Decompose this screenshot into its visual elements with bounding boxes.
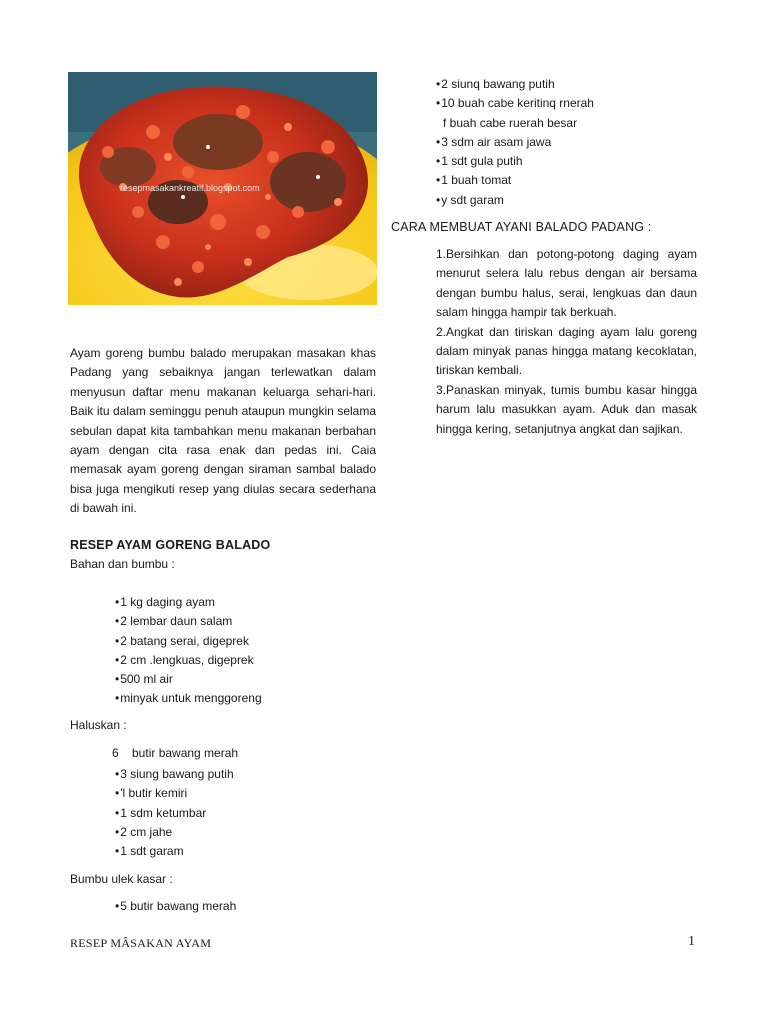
- list-item: •2 batang serai, digeprek: [115, 633, 249, 648]
- bahan-label: Bahan dan bumbu :: [70, 557, 175, 571]
- page-number: 1: [688, 934, 695, 949]
- photo-watermark: resepmasakankreatif.blogspot.com: [120, 183, 260, 193]
- method-step: 1.Bersihkan dan potong-potong daging ayam menurut selera lalu rebus dengan air bersama dengan bumbu halus, serai, lengkuas dan daun salam hingga hampir tak berkuah.: [436, 247, 697, 320]
- haluskan-list: [115, 765, 234, 861]
- list-item: •y sdt garam: [436, 192, 504, 207]
- list-item: •3 sdm air asam jawa: [436, 134, 552, 149]
- list-item: •2 lembar daun salam: [115, 614, 233, 629]
- method-title: CARA MEMBUAT AYANI BALADO PADANG :: [391, 220, 652, 234]
- list-item: •1 sdt garam: [115, 844, 184, 859]
- list-item: •1 sdm ketumbar: [115, 805, 207, 820]
- intro-paragraph: Ayam goreng bumbu balado merupakan masakan khas Padang yang sebaiknya jangan terlewatkan dalam menyusun daftar menu makanan keluarga sehari-hari. Baik itu dalam seminggu penuh ataupun mungkin selama sebulan dapat kita tambahkan menu makanan berbahan ayam dengan cita rasa enak dan pedas ini. Caia memasak ayam goreng dengan siraman sambal balado bisa juga mengikuti resep yang diulas secara sederhana di bawah ini.: [70, 346, 376, 516]
- list-item: •minyak untuk menggoreng: [115, 691, 262, 706]
- ulek-list-continued: [436, 75, 594, 210]
- method-steps: [436, 245, 697, 439]
- recipe-title: RESEP AYAM GORENG BALADO: [70, 538, 271, 552]
- haluskan-first-item: 6 butir bawang merah: [112, 746, 239, 760]
- list-item: •3 siung bawang putih: [115, 767, 234, 781]
- ayam-balado-illustration: [68, 72, 377, 305]
- bahan-list: [115, 593, 262, 709]
- food-photo: [68, 72, 377, 305]
- list-item: •1 kg daging ayam: [115, 595, 215, 609]
- footer-title: RESEP MÂSAKAN AYAM: [70, 936, 212, 950]
- list-item: •'l butir kemiri: [115, 786, 188, 801]
- haluskan-label: Haluskan :: [70, 718, 127, 732]
- list-item: •2 cm .lengkuas, digeprek: [115, 652, 254, 667]
- list-item: •1 sdt gula putih: [436, 154, 523, 169]
- list-item: •5 butir bawang merah: [115, 899, 237, 913]
- ulek-list: [115, 897, 236, 916]
- list-item: •2 siunq bawang putih: [436, 77, 555, 91]
- method-step: 2.Angkat dan tiriskan daging ayam lalu goreng dalam minyak panas hingga matang kecoklatan, tiriskan kembali.: [436, 324, 697, 378]
- list-item: f buah cabe ruerah besar: [443, 115, 578, 130]
- method-step: 3.Panaskan minyak, tumis bumbu kasar hingga harum lalu masukkan ayam. Aduk dan masak hingga kering, setanjutnya angkat dan sajikan.: [436, 382, 697, 436]
- list-item: •2 cm jahe: [115, 824, 173, 839]
- ulek-label: Bumbu ulek kasar :: [70, 872, 173, 886]
- list-item: •1 buah tomat: [436, 173, 512, 188]
- list-item: •10 buah cabe keritinq rnerah: [436, 96, 594, 111]
- list-item: •500 ml air: [115, 672, 173, 687]
